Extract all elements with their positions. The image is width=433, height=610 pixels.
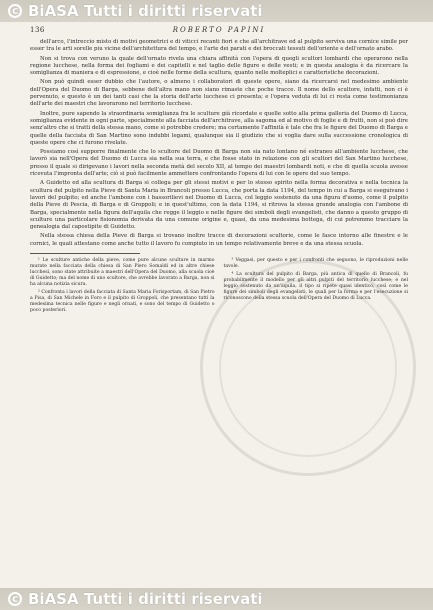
watermark-banner-bottom [0,588,433,610]
watermark-text: BiASA Tutti i diritti riservati [28,590,263,608]
paragraph: Non può quindi esser dubbio che l'autore, o almeno i collaboratori di queste opere, siano da ricercarsi nel medesimo ambiente dell'Opera del Duomo di Barga, sebbene dell'altra mano non siano rimaste che poche tracce. Il nome dello scultore, infatti, non ci è pervenuto, e questo è un dei tanti casi che la storia dell'arte lucchese ci presenta; e l'opera veduta di lui ci resta come testimonianza dell'arte dei maestri che lavorarono nel territorio lucchese. [30,79,408,108]
paragraph: Non si trova con veruno la quale dell'ornato rivela una chiara affinità con l'opera di quegli scultori lombardi che operarono nella regione lucchese, nella forma dei fogliami e dei capitelli e nel taglio delle figure e delle vesti; e in questa analogia è da ricercare la somiglianza di maniera e di espressione, e cioè nelle forme della scultura, quanto nelle molteplici e caratteristiche decorazioni. [30,55,408,77]
footnotes-left-column [30,258,215,316]
footnote: ¹ Le sculture antiche della pieve, come pure alcune sculture in marmo murate nella facciata della chiesa di San Piero Somaldi ed in altre chiese lucchesi, sono state attribuite a maestri dell'Opera del Duomo, alla scuola cioè di Guidetto; ma del nome di uno scultore, che avrebbe lavorato a Barga, non si ha alcuna notizia sicura. [30,258,215,288]
page-number: 136 [30,26,45,34]
watermark-banner-top [0,0,433,22]
footnote-divider [30,253,140,254]
footnotes-right-column [224,258,409,316]
watermark-text: BiASA Tutti i diritti riservati [28,2,263,20]
paragraph: Nella stessa chiesa della Pieve di Barga si trovano inoltre tracce di decorazioni scultorie, come le fasce intorno alle finestre e le cornici, le quali attestano come anche tutto il lavoro fu compiuto in un tempo relativamente breve e da una stessa scuola. [30,233,408,247]
paragraph: Inoltre, pure sapendo la straordinaria somiglianza fra le sculture già ricordate e quelle sotto alla prima galleria del Duomo di Lucca, somiglianza evidente in ogni parte, specialmente alla facciata dell'architrave, alla sagoma ed al motivo di foglie e di frutti, non si può dire senz'altro che si tratti della stessa mano, come si potrebbe credere; ma certamente l'affinità è tale che fra le figure del Duomo di Barga e quelle della facciata di San Martino sono indubbi legami, qualunque sia il giudizio che si voglia dare sulla successione cronologica di queste opere che ci furono rivelate. [30,110,408,146]
paragraph: dell'arco, l'intreccio misto di motivi geometrici e di viticci recanti fiori e che all'architrave ed al pulpito serviva una cornice simile per esser tra le arti sorelle piu vicine dell'architettura del tempo, e l'arte dei parati e dei broccati tessuti dell'oriente e dell'ornato arabo. [30,39,408,53]
copyright-icon [8,4,22,18]
page-header [30,26,408,34]
footnote: ³ Veggasi, per questo e per i confronti che seguono, le riproduzioni nelle tavole. [223,258,408,270]
body-text [30,39,408,248]
document-page [30,26,408,586]
copyright-icon [8,592,22,606]
paragraph: Possiamo così supporre finalmente che lo scultore del Duomo di Barga non sia nato lontano né estraneo all'ambiente lucchese, che lavorò sia nell'Opera del Duomo di Lucca sia nella sua terra, e che fosse stato in relazione con gli scultori del San Martino lucchese, presso il quale si dirigevano i lavori nella seconda metà del secolo XII, al tempo dei maestri lombardi noti, e che di quella scuola avesse ricevuta l'impronta dell'arte; ciò si può facilmente ammettere confrontando l'opera di lui con le opere del suo tempo. [30,149,408,178]
paragraph: A Guidetto ed alla scultura di Barga si collega per gli stessi motivi e per lo stesso spirito nella forma decorativa e nella tecnica la scultura del pulpito nella Pieve di Santa Maria in Brancoli presso Lucca, che porta la data 1194, del tempo in cui a Barga si eseguivano i lavori del pulpito; ed anche l'ambone con i bassorilievi nel Duomo di Lucca, col leggio sostenuto da una figura d'uomo, come il pulpito della Pieve di Pescia, di Barga e di Groppoli; e in quest'ultimo, con la data 1194, si ritrova la stessa grande analogia con l'ambone di Barga, specialmente nella figura dell'aquila che regge il leggio e nelle figure dei simboli degli evangelisti, che danno a questo gruppo di sculture una particolare fisionomia derivata da una comune origine e, quasi, da una medesima bottega, di cui potremmo tracciare la genealogia dal capostipite di Guidetto. [30,180,408,231]
footnote: ⁴ La scultura del pulpito di Barga, più antica di quello di Brancoli, fu probabilmente il modello per gli altri pulpiti del territorio lucchese; e nel leggio sostenuto da un'aquila, il tipo si ripete quasi identico, così come le figure dei simboli degli evangelisti, le quali per la forma e per l'esecuzione si riconoscono della stessa scuola dell'Opera del Duomo di Lucca. [223,272,408,302]
footnote: ² Confronta i lavori della facciata di Santa Maria Forisportam, di San Pietro a Pisa, di San Michele in Foro e il pulpito di Groppoli, che presentano tutti la medesima tecnica nelle figure e negli ornati, e sono del tempo di Guidetto o poco posteriori. [30,290,215,314]
running-title: ROBERTO PAPINI [172,26,266,34]
footnotes [30,258,408,316]
